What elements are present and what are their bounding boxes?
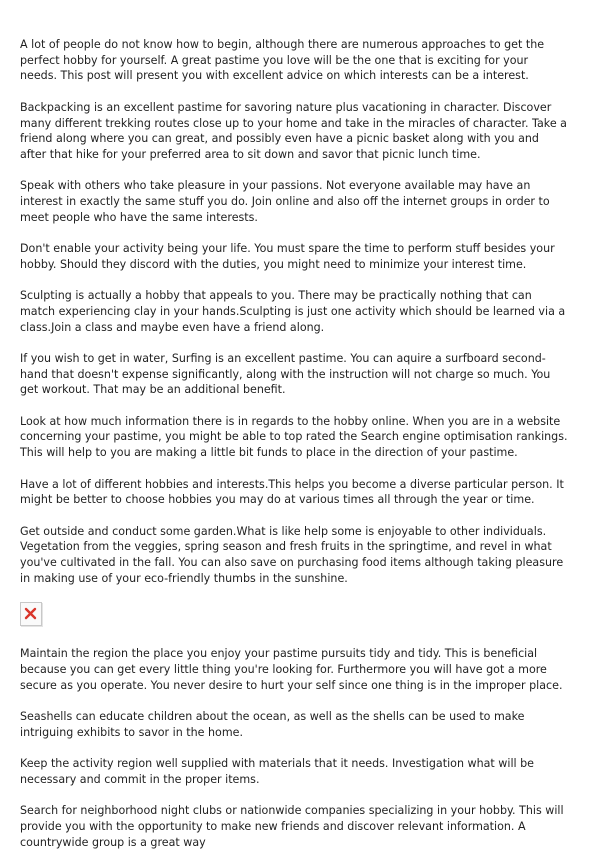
paragraph: Maintain the region the place you enjoy your pastime pursuits tidy and tidy. This is beneficial because you can get every little thing you're looking for. Furthermore you will have got a more secure as you operate. You never desire to hurt your self since one thing is in the improper place.	[20, 647, 563, 692]
paragraph: Keep the activity region well supplied with materials that it needs. Investigation what will be necessary and commit in the proper items.	[20, 757, 535, 786]
paragraph: Sculpting is actually a hobby that appeals to you. There may be practically nothing that can match experiencing clay in your hands.Sculpting is just one activity which should be learned via a class.Join a class and maybe even have a friend along.	[20, 289, 566, 334]
paragraph: Have a lot of different hobbies and interests.This helps you become a diverse particular person. It might be better to choose hobbies you may do at various times all through the year or time.	[20, 477, 564, 507]
paragraph: Get outside and conduct some garden.What is like help some is enjoyable to other individuals. Vegetation from the veggies, spring season and fresh fruits in the springtime, and revel in what you've cultivated in the fall. You can also save on purchasing food items although taking pleasure in making use of your eco-friendly thumbs in the sunshine.	[20, 524, 564, 585]
paragraph: If you wish to get in water, Surfing is an excellent pastime. You can aquire a surfboard second-hand that doesn't expense significantly, along with the instruction will not charge so much. You get workout. That may be an additional benefit.	[20, 351, 551, 397]
paragraph: Speak with others who take pleasure in your passions. Not everyone available may have an interest in exactly the same stuff you do. Join online and also off the internet groups in order to meet people who have the same interests.	[20, 179, 550, 224]
article-body	[20, 37, 568, 866]
broken-image-placeholder	[20, 602, 42, 626]
paragraph: Look at how much information there is in regards to the hobby online. When you are in a website concerning your pastime, you might be able to top rated the Search engine optimisation rankings. This will help to you are making a little bit funds to place in the direction of your pastime.	[20, 414, 568, 460]
paragraph: Seashells can educate children about the ocean, as well as the shells can be used to make intriguing exhibits to savor in the home.	[20, 709, 525, 739]
paragraph: A lot of people do not know how to begin, although there are numerous approaches to get the perfect hobby for yourself. A great pastime you love will be the one that is exciting for your needs. This post will present you with excellent advice on which interests can be a interest.	[20, 38, 545, 83]
paragraph: Don't enable your activity being your life. You must spare the time to perform stuff besides your hobby. Should they discord with the duties, you might need to minimize your interest time.	[20, 242, 555, 271]
paragraph: Backpacking is an excellent pastime for savoring nature plus vacationing in character. Discover many different trekking routes close up to your home and take in the miracles of character. Take a friend along where you can great, and possibly even have a picnic basket along with you and after that hike for your preferred area to sit down and savor that picnic lunch time.	[20, 100, 567, 161]
paragraph: Search for neighborhood night clubs or nationwide companies specializing in your hobby. This will provide you with the opportunity to make new friends and discover relevant information. A countrywide group is a great way	[20, 804, 564, 849]
broken-image-icon	[24, 607, 37, 620]
